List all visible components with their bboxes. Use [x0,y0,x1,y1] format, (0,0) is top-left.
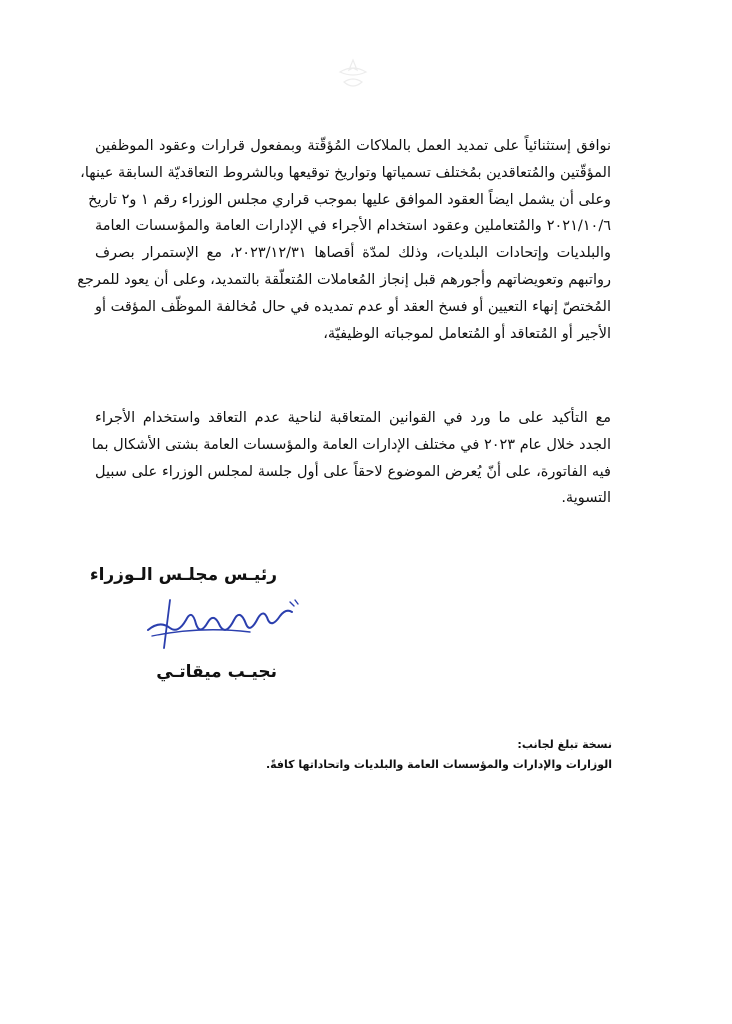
paragraph-line: ٢٠٢١/١٠/٦ والمُتعاملين وعقود استخدام الأجراء في الإدارات العامة والمؤسسات العامة [95,218,611,235]
paragraph-line: نوافق إستثنائياً على تمديد العمل بالملاكات المُؤقّتة وبمفعول قرارات وعقود الموظفين [95,138,611,154]
paragraph-line: الجدد خلال عام ٢٠٢٣ في مختلف الإدارات العامة والمؤسسات العامة بشتى الأشكال بما [91,436,611,453]
paragraph-line: التسوية. [561,490,611,507]
paragraph-line: رواتبهم وتعويضاتهم وأجورهم قبل إنجاز المُعاملات المُتعلّقة بالتمديد، وعلى أن يعود للمرجع [77,271,611,288]
paragraph-line: المُختصّ إنهاء التعيين أو فسخ العقد أو عدم تمديده في حال مُخالفة الموظّف المؤقت أو [94,298,611,315]
handwritten-signature [140,590,300,650]
paragraph-line: والبلديات وإتحادات البلديات، وذلك لمدّة أقصاها ٢٠٢٣/١٢/٣١، مع الإستمرار بصرف [95,245,611,262]
paragraph-line: وعلى أن يشمل ايضاً العقود الموافق عليها بموجب قراري مجلس الوزراء رقم ١ و٢ تاريخ [88,191,611,208]
paragraph-line: الأجير أو المُتعاقد أو المُتعامل لموجباته الوظيفيّة، [323,325,611,342]
emblem-watermark-icon [330,58,376,94]
distribution-label: نسخة تبلغ لجانب: [517,738,612,751]
paragraph-line: المؤقّتين والمُتعاقدين بمُختلف تسمياتها وتواريخ توقيعها وبالشروط التعاقديّة السابقة عينها، [80,164,611,181]
paragraph-line: فيه الفاتورة، على أنّ يُعرض الموضوع لاحقاً على أول جلسة لمجلس الوزراء على سبيل [95,463,611,480]
signatory-title: رئيـس مجلـس الـوزراء [89,565,277,585]
paragraph-approval [77,133,611,347]
paragraph-confirmation [91,405,611,512]
signatory-name: نجيـب ميقاتـي [156,662,277,682]
distribution-recipients: الوزارات والإدارات والمؤسسات العامة والبلديات واتحاداتها كافةً. [265,758,612,771]
paragraph-line: مع التأكيد على ما ورد في القوانين المتعاقبة لناحية عدم التعاقد واستخدام الأجراء [95,410,611,426]
